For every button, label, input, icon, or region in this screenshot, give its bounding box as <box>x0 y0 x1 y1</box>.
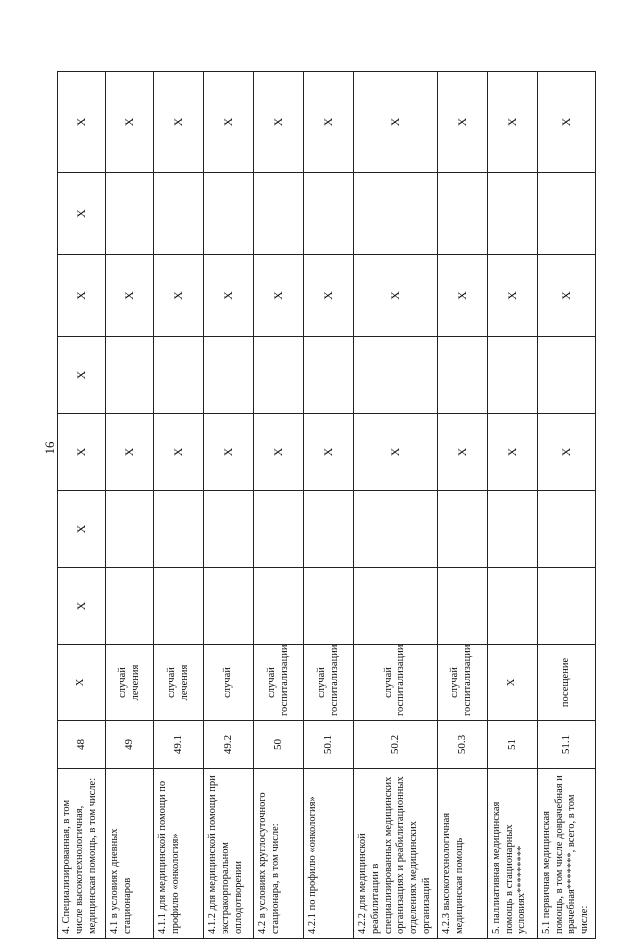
table-row <box>537 72 595 939</box>
row-unit: случай лечения <box>106 645 154 721</box>
table-row <box>437 72 487 939</box>
data-table <box>57 71 596 939</box>
value-cell <box>487 173 537 255</box>
value-cell: Х <box>487 255 537 337</box>
value-cell: Х <box>58 491 106 568</box>
row-unit: Х <box>58 645 106 721</box>
value-cell: Х <box>58 414 106 491</box>
value-cell <box>487 568 537 645</box>
value-cell <box>304 568 354 645</box>
row-code: 50.2 <box>354 721 438 769</box>
value-cell: Х <box>254 414 304 491</box>
value-cell: Х <box>537 255 595 337</box>
value-cell <box>106 173 154 255</box>
row-unit: Х <box>487 645 537 721</box>
value-cell: Х <box>58 72 106 173</box>
value-cell <box>304 173 354 255</box>
value-cell <box>537 568 595 645</box>
row-code: 51.1 <box>537 721 595 769</box>
row-label: 4.2.3 высокотехнологичная медицинская помощь <box>437 769 487 939</box>
value-cell <box>487 491 537 568</box>
value-cell: Х <box>354 255 438 337</box>
row-label: 4.2.2 для медицинской реабилитации в специализированных медицинских организациях и реабилитационных отделениях медицинских организаций <box>354 769 438 939</box>
row-label: 5.1 первичная медицинская помощь, в том числе доврачебная и врачебная*******, всего, в том числе: <box>537 769 595 939</box>
value-cell: Х <box>106 255 154 337</box>
table-row <box>154 72 204 939</box>
row-label: 4.2.1 по профилю «онкология» <box>304 769 354 939</box>
value-cell <box>204 491 254 568</box>
row-label: 5. паллиативная медицинская помощь в стационарных условиях********* <box>487 769 537 939</box>
value-cell: Х <box>106 414 154 491</box>
table-body <box>58 72 596 939</box>
value-cell <box>254 173 304 255</box>
table-container <box>57 72 591 939</box>
value-cell: Х <box>304 414 354 491</box>
value-cell <box>154 491 204 568</box>
row-unit: случай госпитализации <box>254 645 304 721</box>
row-unit: случай госпитализации <box>437 645 487 721</box>
row-label: 4.1 в условиях дневных стационаров <box>106 769 154 939</box>
row-code: 50 <box>254 721 304 769</box>
value-cell: Х <box>487 72 537 173</box>
value-cell <box>437 173 487 255</box>
value-cell <box>437 337 487 414</box>
value-cell: Х <box>437 255 487 337</box>
row-unit: случай госпитализации <box>354 645 438 721</box>
value-cell <box>487 337 537 414</box>
value-cell: Х <box>58 255 106 337</box>
value-cell <box>106 491 154 568</box>
value-cell: Х <box>58 337 106 414</box>
table-row <box>254 72 304 939</box>
value-cell <box>354 491 438 568</box>
row-code: 50.3 <box>437 721 487 769</box>
value-cell <box>537 337 595 414</box>
row-unit: посещение <box>537 645 595 721</box>
value-cell <box>204 568 254 645</box>
row-unit: случай госпитализации <box>304 645 354 721</box>
row-code: 51 <box>487 721 537 769</box>
value-cell <box>204 337 254 414</box>
table-row <box>487 72 537 939</box>
value-cell: Х <box>354 414 438 491</box>
value-cell: Х <box>537 72 595 173</box>
value-cell <box>154 337 204 414</box>
value-cell <box>254 337 304 414</box>
value-cell: Х <box>304 255 354 337</box>
table-row <box>354 72 438 939</box>
value-cell <box>106 568 154 645</box>
value-cell: Х <box>106 72 154 173</box>
value-cell <box>354 568 438 645</box>
table-row <box>58 72 106 939</box>
row-label: 4.1.2 для медицинской помощи при экстракорпоральном оплодотворении <box>204 769 254 939</box>
table-row <box>204 72 254 939</box>
value-cell: Х <box>154 72 204 173</box>
value-cell: Х <box>204 72 254 173</box>
row-code: 49 <box>106 721 154 769</box>
value-cell: Х <box>154 414 204 491</box>
value-cell <box>437 568 487 645</box>
value-cell <box>204 173 254 255</box>
value-cell: Х <box>354 72 438 173</box>
table-row <box>304 72 354 939</box>
row-code: 50.1 <box>304 721 354 769</box>
value-cell <box>254 568 304 645</box>
row-unit: случай лечения <box>154 645 204 721</box>
row-code: 48 <box>58 721 106 769</box>
value-cell <box>537 173 595 255</box>
table-row <box>106 72 154 939</box>
value-cell <box>106 337 154 414</box>
row-code: 49.2 <box>204 721 254 769</box>
value-cell: Х <box>154 255 204 337</box>
row-code: 49.1 <box>154 721 204 769</box>
value-cell <box>437 491 487 568</box>
value-cell <box>154 568 204 645</box>
value-cell: Х <box>204 255 254 337</box>
value-cell: Х <box>254 255 304 337</box>
value-cell: Х <box>487 414 537 491</box>
value-cell <box>304 491 354 568</box>
row-unit: случай <box>204 645 254 721</box>
row-label: 4.2 в условиях круглосуточного стационара, в том числе: <box>254 769 304 939</box>
value-cell: Х <box>537 414 595 491</box>
value-cell <box>354 337 438 414</box>
value-cell: Х <box>58 568 106 645</box>
value-cell <box>154 173 204 255</box>
value-cell: Х <box>204 414 254 491</box>
value-cell: Х <box>58 173 106 255</box>
value-cell: Х <box>437 414 487 491</box>
value-cell: Х <box>304 72 354 173</box>
value-cell <box>354 173 438 255</box>
value-cell <box>304 337 354 414</box>
value-cell: Х <box>254 72 304 173</box>
row-label: 4. Специализированная, в том числе высокотехнологичная, медицинская помощь, в том числе: <box>58 769 106 939</box>
row-label: 4.1.1 для медицинской помощи по профилю «онкология» <box>154 769 204 939</box>
page-number: 16 <box>42 441 57 455</box>
value-cell <box>537 491 595 568</box>
value-cell: Х <box>437 72 487 173</box>
value-cell <box>254 491 304 568</box>
